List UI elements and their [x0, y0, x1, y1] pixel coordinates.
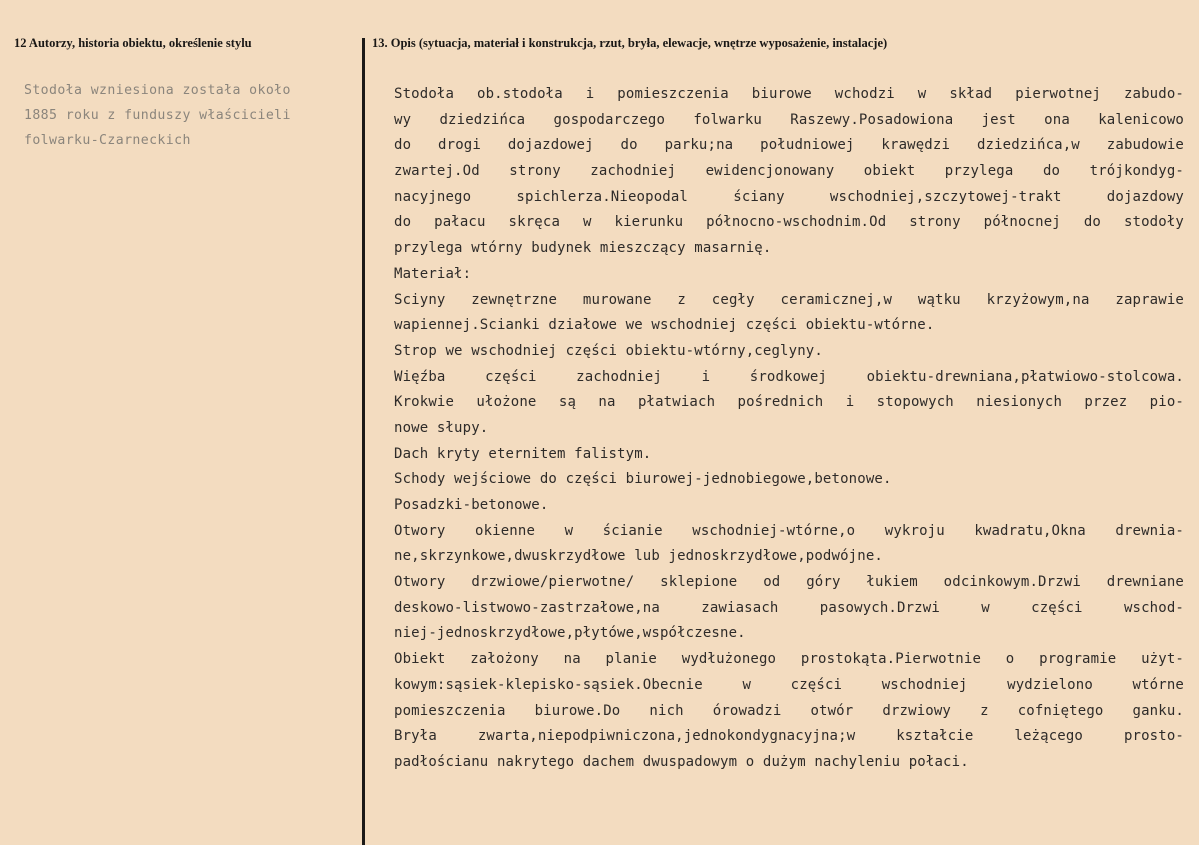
- text-line: nowe słupy.: [394, 419, 489, 436]
- authors-history-text: [24, 78, 354, 153]
- text-line: przylega wtórny budynek mieszczący masarnię.: [394, 240, 772, 257]
- text-line: Dach kryty eternitem falistym.: [394, 445, 652, 462]
- text-line: ne,skrzynkowe,dwuskrzydłowe lub jednoskrzydłowe,podwójne.: [394, 548, 883, 565]
- text-line: Materiał:: [394, 265, 472, 282]
- text-line: kowym:sąsiek-klepisko-sąsiek.Obecnie w części wschodniej wydzielono wtórne: [394, 676, 1184, 693]
- text-line: padłościanu nakrytego dachem dwuspadowym o dużym nachyleniu połaci.: [394, 753, 969, 770]
- text-line: nacyjnego spichlerza.Nieopodal ściany wschodniej,szczytowej-trakt dojazdowy: [394, 188, 1184, 205]
- left-line: folwarku-Czarneckich: [24, 133, 191, 148]
- text-line: Schody wejściowe do części biurowej-jednobiegowe,betonowe.: [394, 471, 892, 488]
- column-divider: [362, 38, 365, 845]
- section-13-header: 13. Opis (sytuacja, materiał i konstrukcja, rzut, bryła, elewacje, wnętrze wyposażenie, instalacje): [372, 36, 888, 50]
- text-line: wy dziedzińca gospodarczego folwarku Raszewy.Posadowiona jest ona kalenicowo: [394, 111, 1184, 128]
- text-line: Bryła zwarta,niepodpiwniczona,jednokondygnacyjna;w kształcie leżącego prosto-: [394, 728, 1184, 745]
- text-line: Otwory drzwiowe/pierwotne/ sklepione od góry łukiem odcinkowym.Drzwi drewniane: [394, 574, 1184, 591]
- text-line: Posadzki-betonowe.: [394, 497, 549, 513]
- left-line: 1885 roku z funduszy właścicieli: [24, 108, 291, 123]
- text-line: Stodoła ob.stodoła i pomieszczenia biurowe wchodzi w skład pierwotnej zabudo-: [394, 86, 1184, 102]
- text-line: Obiekt założony na planie wydłużonego prostokąta.Pierwotnie o programie użyt-: [394, 651, 1184, 668]
- text-line: deskowo-listwowo-zastrzałowe,na zawiasach pasowych.Drzwi w części wschod-: [394, 599, 1184, 616]
- text-line: Krokwie ułożone są na płatwiach pośrednich i stopowych niesionych przez pio-: [394, 394, 1184, 411]
- text-line: do pałacu skręca w kierunku północno-wschodnim.Od strony północnej do stodoły: [394, 214, 1184, 231]
- text-line: pomieszczenia biurowe.Do nich órowadzi otwór drzwiowy z cofniętego ganku.: [394, 702, 1184, 719]
- text-line: do drogi dojazdowej do parku;na południowej krawędzi dziedzińca,w zabudowie: [394, 137, 1184, 154]
- text-line: niej-jednoskrzydłowe,płytówe,współczesne.: [394, 625, 746, 642]
- left-line: Stodoła wzniesiona została około: [24, 83, 291, 98]
- text-line: zwartej.Od strony zachodniej ewidencjonowany obiekt przylega do trójkondyg-: [394, 163, 1184, 180]
- text-line: wapiennej.Scianki działowe we wschodniej części obiektu-wtórne.: [394, 317, 935, 334]
- text-line: Sciyny zewnętrzne murowane z cegły ceramicznej,w wątku krzyżowym,na zaprawie: [394, 291, 1184, 308]
- text-line: Otwory okienne w ścianie wschodniej-wtórne,o wykroju kwadratu,Okna drewnia-: [394, 522, 1184, 539]
- section-12-header: 12 Autorzy, historia obiektu, określenie stylu: [14, 36, 252, 50]
- text-line: Więźba części zachodniej i środkowej obiektu-drewniana,płatwiowo-stolcowa.: [394, 368, 1184, 385]
- text-line: Strop we wschodniej części obiektu-wtórny,ceglyny.: [394, 342, 823, 359]
- description-text: [394, 82, 1184, 776]
